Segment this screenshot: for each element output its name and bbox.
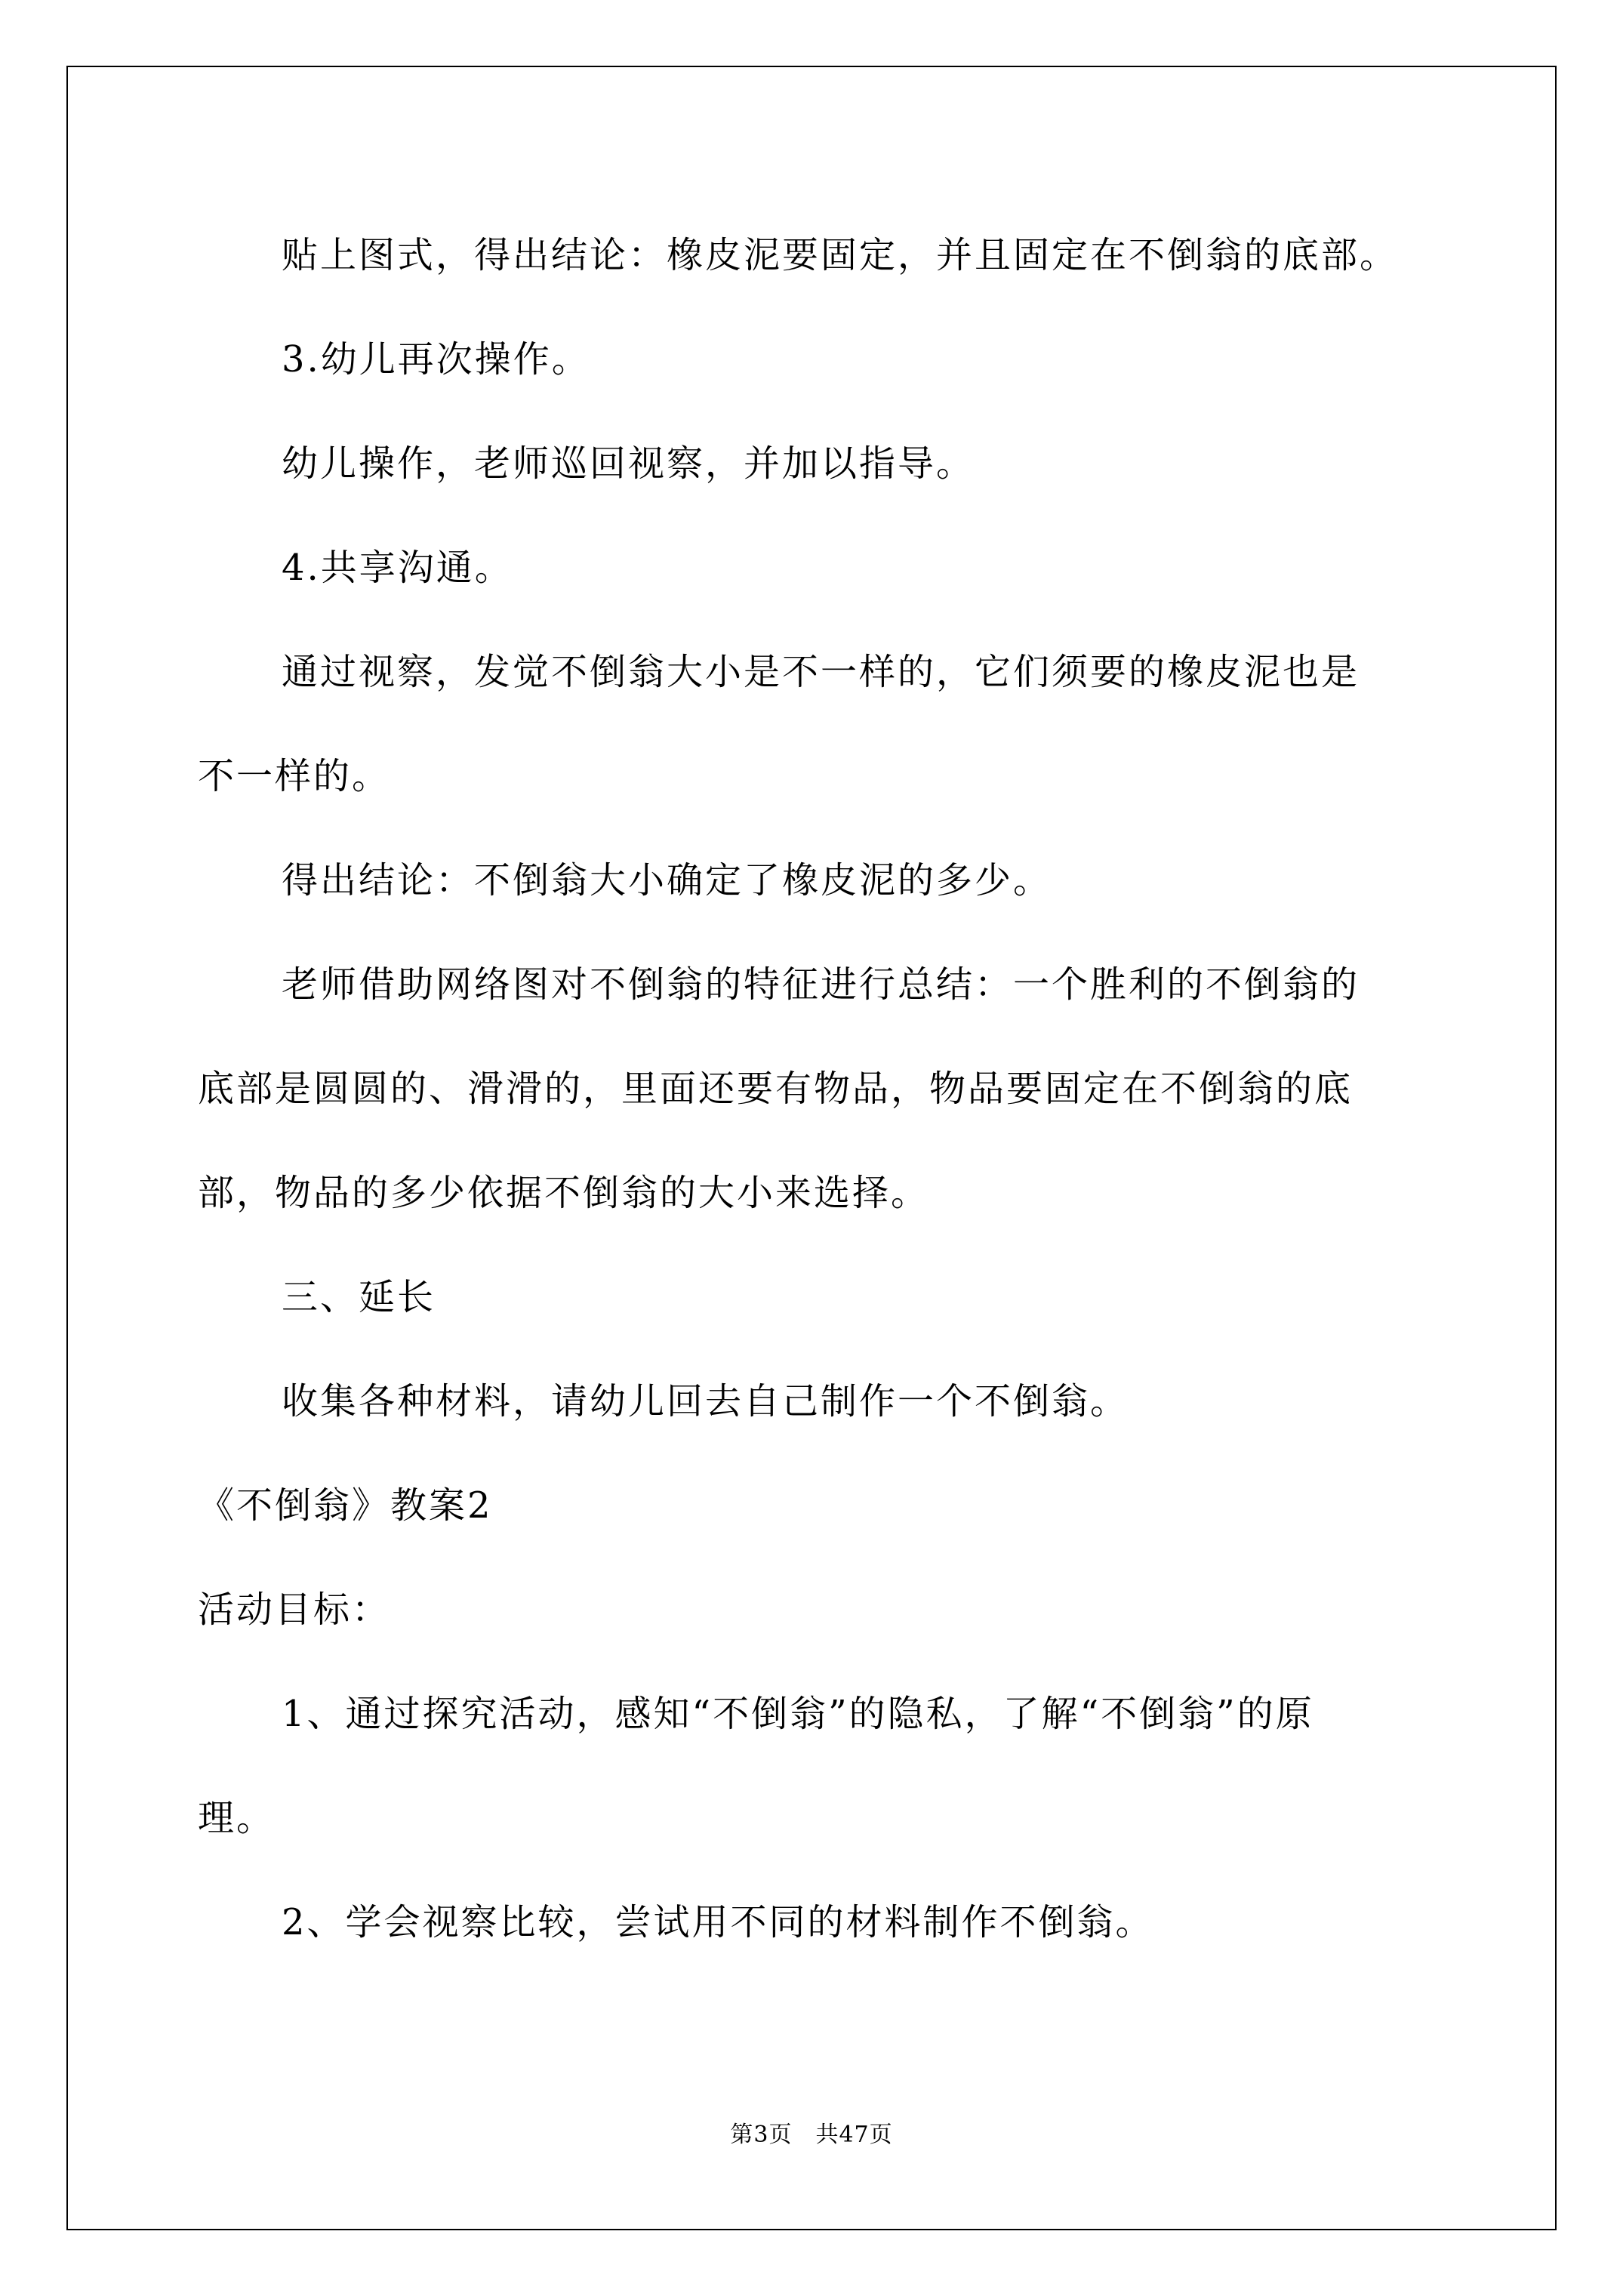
paragraph-line: 贴上图式，得出结论：橡皮泥要固定，并且固定在不倒翁的底部。 [282, 234, 1399, 276]
section-heading: 三、延长 [282, 1276, 436, 1318]
paragraph-line: 底部是圆圆的、滑滑的，里面还要有物品，物品要固定在不倒翁的底 [198, 1068, 1354, 1110]
section-heading: 活动目标： [198, 1589, 391, 1631]
paragraph-line: 4.共享沟通。 [282, 547, 513, 589]
paragraph-line: 不一样的。 [198, 755, 391, 797]
paragraph-line: 老师借助网络图对不倒翁的特征进行总结：一个胜利的不倒翁的 [282, 963, 1360, 1006]
paragraph-line: 幼儿操作，老师巡回视察，并加以指导。 [282, 442, 975, 485]
list-item: 1、通过探究活动，感知“不倒翁”的隐私，了解“不倒翁”的原 [282, 1693, 1314, 1735]
list-item-continuation: 理。 [198, 1797, 276, 1839]
paragraph-line: 部，物品的多少依据不倒翁的大小来选择。 [198, 1172, 930, 1214]
page-number: 第3页 共47页 [730, 2122, 893, 2148]
paragraph-line: 得出结论：不倒翁大小确定了橡皮泥的多少。 [282, 859, 1052, 901]
list-item: 2、学会视察比较，尝试用不同的材料制作不倒翁。 [282, 1901, 1154, 1943]
paragraph-line: 收集各种材料，请幼儿回去自己制作一个不倒翁。 [282, 1380, 1129, 1422]
paragraph-line: 通过视察，发觉不倒翁大小是不一样的，它们须要的橡皮泥也是 [282, 651, 1360, 693]
paragraph-line: 3.幼儿再次操作。 [282, 338, 590, 381]
document-title: 《不倒翁》教案2 [198, 1484, 493, 1527]
